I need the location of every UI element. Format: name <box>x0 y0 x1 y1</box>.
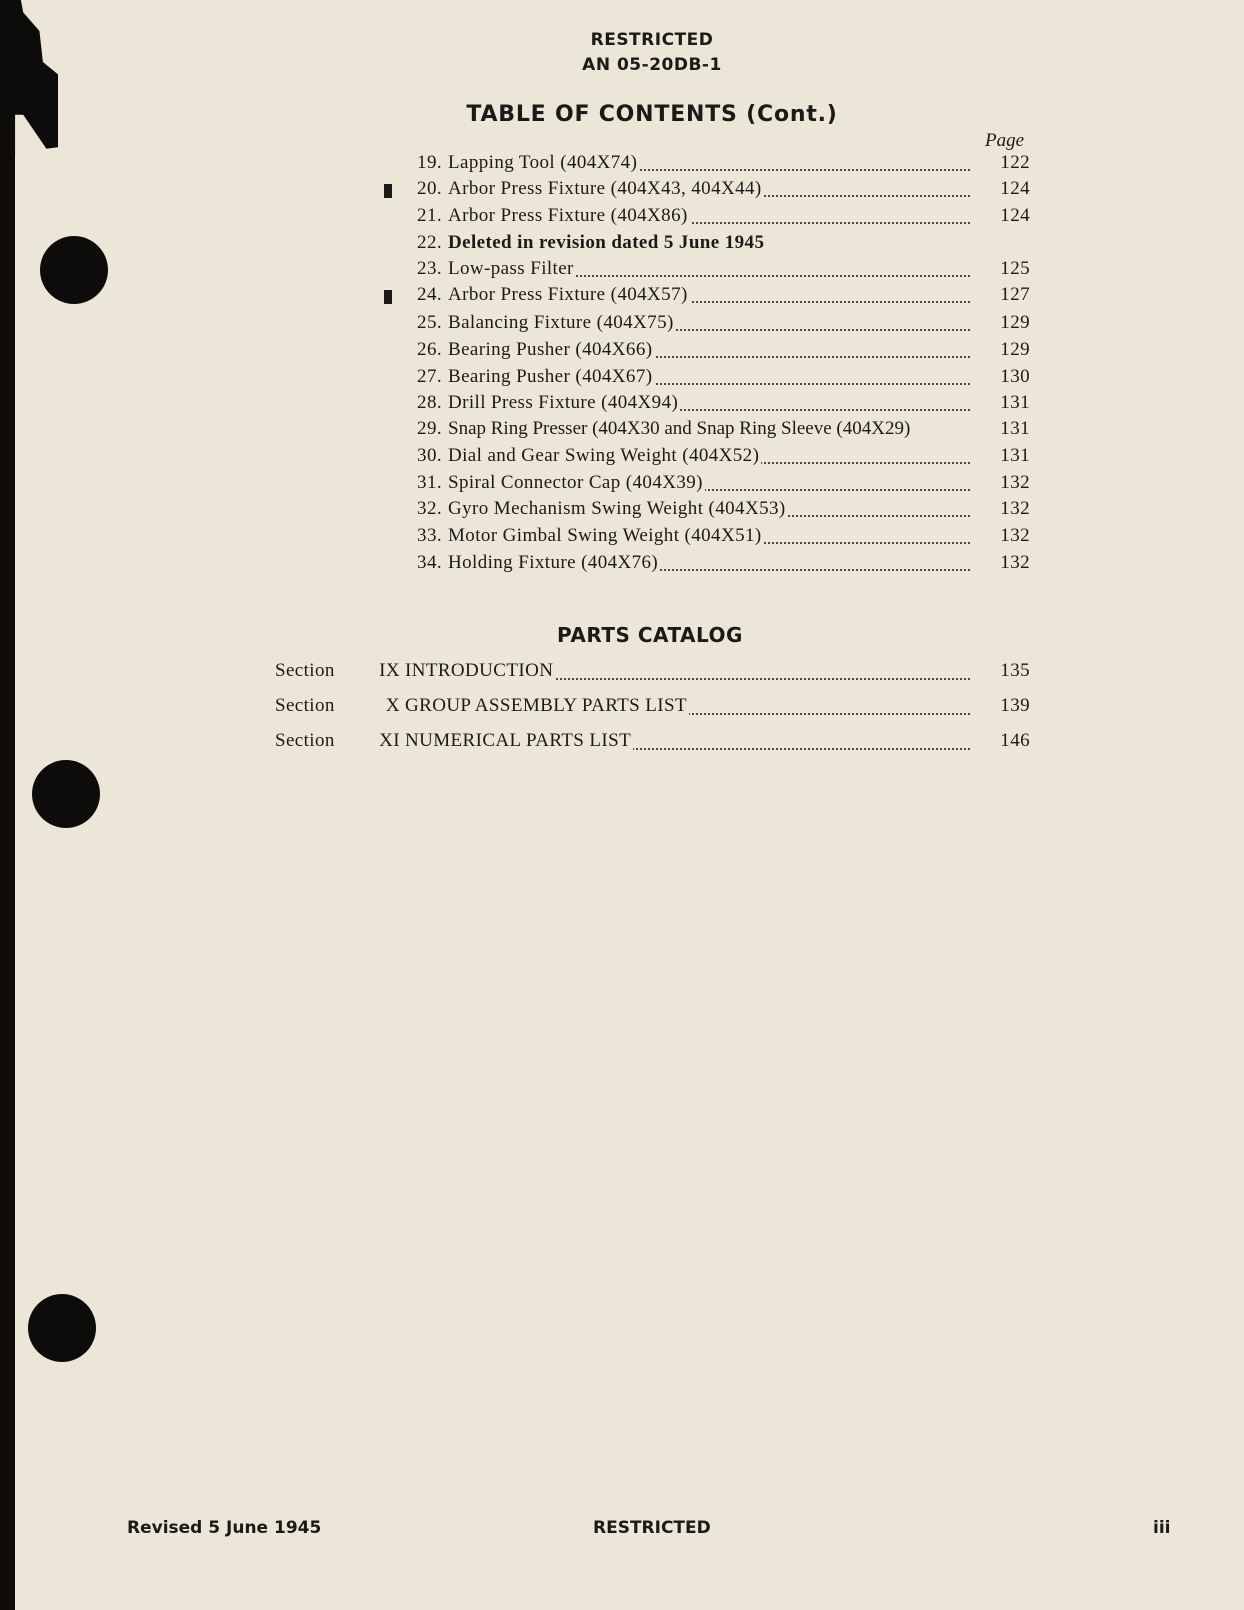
entry-number: 34. <box>417 552 442 573</box>
toc-entry[interactable] <box>380 284 1030 311</box>
entry-page: 124 <box>1000 205 1030 226</box>
toc-entry[interactable] <box>380 312 1030 339</box>
entry-page: 129 <box>1000 339 1030 360</box>
entry-title: Balancing Fixture (404X75) <box>448 312 674 333</box>
toc-entry[interactable] <box>380 366 1030 393</box>
toc-entry[interactable] <box>380 525 1030 552</box>
section-label: Section <box>275 730 335 751</box>
section-label: Section <box>275 660 335 681</box>
classification-footer: RESTRICTED <box>593 1518 711 1538</box>
entry-title: Arbor Press Fixture (404X57) <box>448 284 688 305</box>
page-title: TABLE OF CONTENTS (Cont.) <box>466 102 838 127</box>
entry-title: Spiral Connector Cap (404X39) <box>448 472 703 493</box>
toc-entry[interactable] <box>380 339 1030 366</box>
toc-entry[interactable] <box>380 152 1030 179</box>
entry-number: 19. <box>417 152 442 173</box>
section-title: INTRODUCTION <box>405 660 554 681</box>
entry-page: 124 <box>1000 178 1030 199</box>
revision-marker <box>384 184 392 198</box>
binder-hole-3 <box>28 1294 96 1362</box>
revision-date: Revised 5 June 1945 <box>127 1518 322 1538</box>
entry-page: 129 <box>1000 312 1030 333</box>
entry-page: 127 <box>1000 284 1030 305</box>
section-title: GROUP ASSEMBLY PARTS LIST <box>405 695 688 716</box>
entry-number: 24. <box>417 284 442 305</box>
toc-entry[interactable] <box>380 445 1030 472</box>
section-page: 135 <box>1000 660 1030 681</box>
scan-edge <box>0 0 15 1610</box>
entry-page: 130 <box>1000 366 1030 387</box>
page-column-label: Page <box>985 130 1025 151</box>
entry-number: 20. <box>417 178 442 199</box>
section-number: XI <box>379 730 400 751</box>
entry-page: 131 <box>1000 392 1030 413</box>
classification-header: RESTRICTED <box>590 30 714 50</box>
toc-entry[interactable] <box>380 552 1030 579</box>
torn-corner <box>0 0 58 155</box>
document-number: AN 05-20DB-1 <box>582 55 722 75</box>
entry-number: 25. <box>417 312 442 333</box>
entry-page: 132 <box>1000 498 1030 519</box>
entry-page: 132 <box>1000 552 1030 573</box>
entry-number: 32. <box>417 498 442 519</box>
entry-title: Gyro Mechanism Swing Weight (404X53) <box>448 498 786 519</box>
entry-title: Arbor Press Fixture (404X86) <box>448 205 688 226</box>
section-label: Section <box>275 695 335 716</box>
entry-title: Snap Ring Presser (404X30 and Snap Ring Sleeve (404X29) <box>448 418 911 439</box>
catalog-section-entry[interactable] <box>275 695 1030 725</box>
toc-entry[interactable] <box>380 258 1030 285</box>
toc-entry[interactable] <box>380 418 1030 445</box>
binder-hole-1 <box>40 236 108 304</box>
entry-title: Drill Press Fixture (404X94) <box>448 392 679 413</box>
catalog-section-entry[interactable] <box>275 660 1030 690</box>
entry-page: 131 <box>1000 445 1030 466</box>
page-number: iii <box>1153 1518 1171 1538</box>
entry-title: Arbor Press Fixture (404X43, 404X44) <box>448 178 762 199</box>
entry-number: 28. <box>417 392 442 413</box>
section-number: IX <box>379 660 400 681</box>
binder-hole-2 <box>32 760 100 828</box>
entry-number: 30. <box>417 445 442 466</box>
entry-number: 33. <box>417 525 442 546</box>
entry-number: 21. <box>417 205 442 226</box>
toc-entry[interactable] <box>380 178 1030 205</box>
entry-title: Motor Gimbal Swing Weight (404X51) <box>448 525 762 546</box>
entry-title: Lapping Tool (404X74) <box>448 152 638 173</box>
parts-catalog-heading: PARTS CATALOG <box>557 623 743 647</box>
entry-page: 132 <box>1000 472 1030 493</box>
section-number: X <box>385 695 400 716</box>
entry-title: Bearing Pusher (404X66) <box>448 339 653 360</box>
section-page: 146 <box>1000 730 1030 751</box>
entry-title: Holding Fixture (404X76) <box>448 552 659 573</box>
entry-page: 132 <box>1000 525 1030 546</box>
entry-number: 22. <box>417 232 442 253</box>
entry-number: 29. <box>417 418 442 439</box>
revision-marker <box>384 290 392 304</box>
entry-number: 27. <box>417 366 442 387</box>
toc-entry[interactable] <box>380 205 1030 232</box>
entry-page: 131 <box>1000 418 1030 439</box>
section-page: 139 <box>1000 695 1030 716</box>
entry-title: Bearing Pusher (404X67) <box>448 366 653 387</box>
entry-page: 125 <box>1000 258 1030 279</box>
toc-entry[interactable] <box>380 498 1030 525</box>
entry-title: Dial and Gear Swing Weight (404X52) <box>448 445 760 466</box>
entry-number: 31. <box>417 472 442 493</box>
catalog-section-entry[interactable] <box>275 730 1030 760</box>
section-title: NUMERICAL PARTS LIST <box>405 730 632 751</box>
entry-title: Deleted in revision dated 5 June 1945 <box>448 232 765 253</box>
entry-page: 122 <box>1000 152 1030 173</box>
toc-entry[interactable] <box>380 392 1030 419</box>
entry-number: 26. <box>417 339 442 360</box>
toc-entry-deleted <box>380 232 1030 259</box>
entry-title: Low-pass Filter <box>448 258 574 279</box>
toc-entry[interactable] <box>380 472 1030 499</box>
entry-number: 23. <box>417 258 442 279</box>
